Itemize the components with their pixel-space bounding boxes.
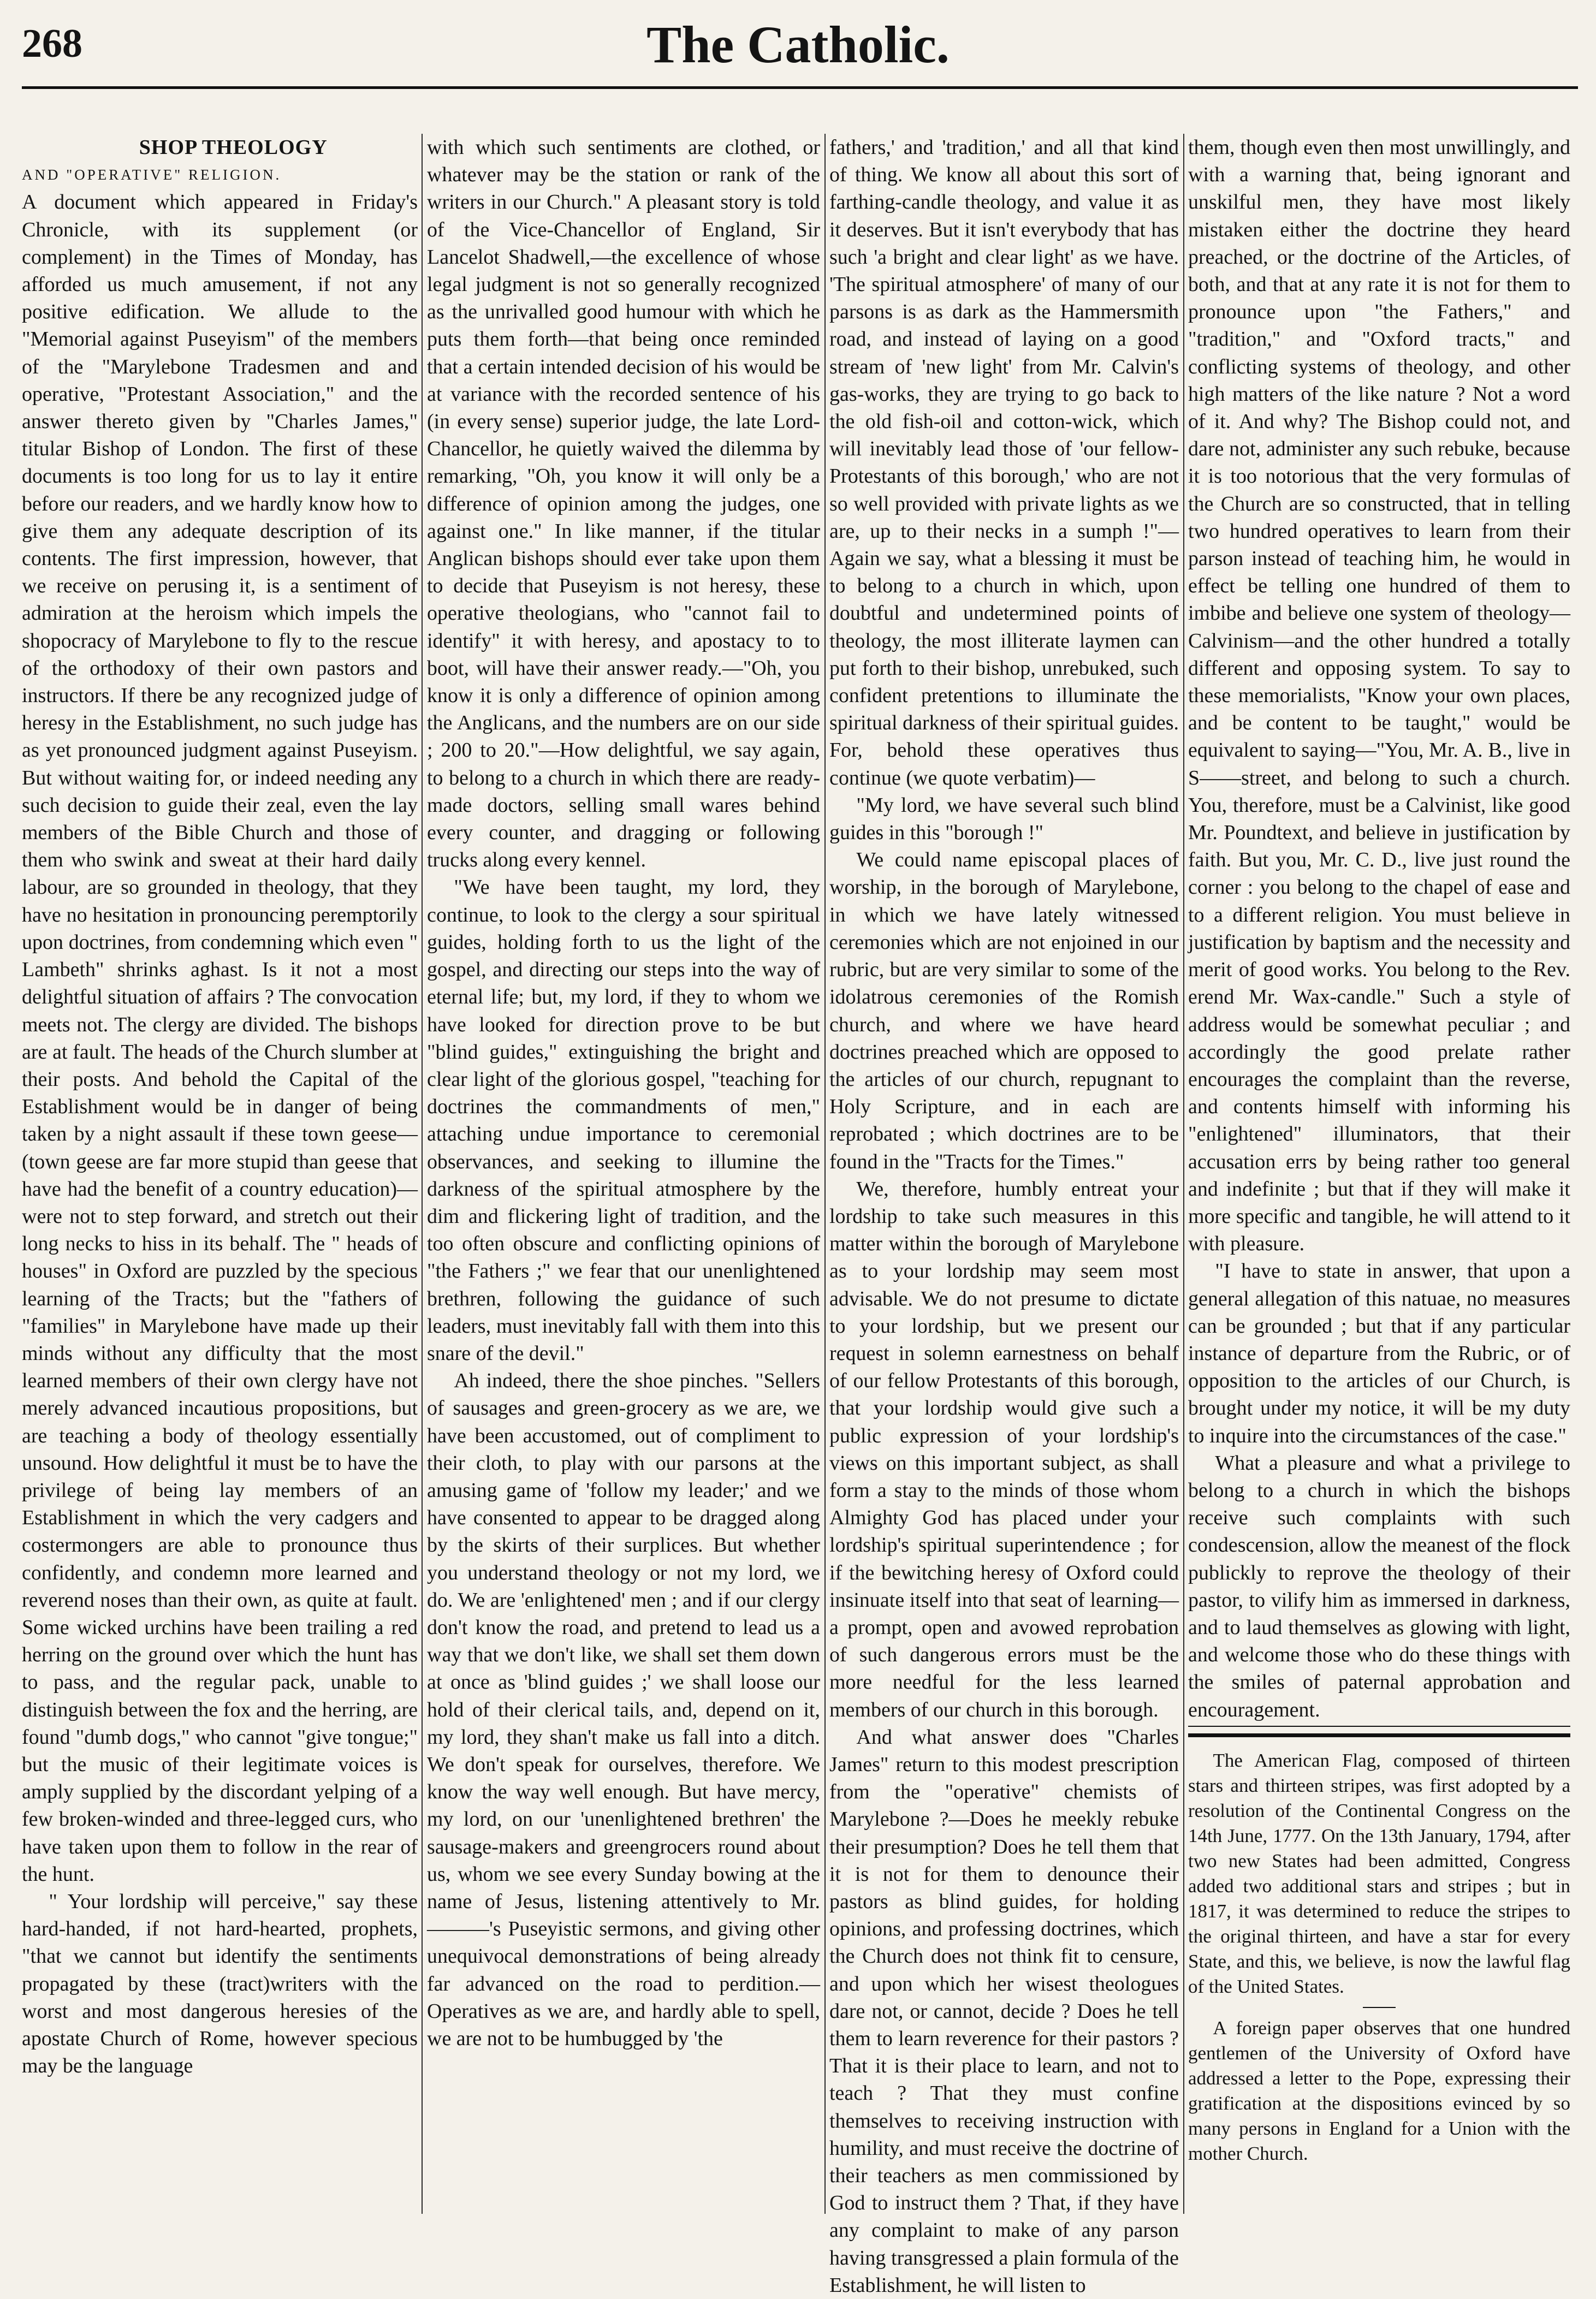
section-rule: [1188, 1726, 1570, 1727]
paragraph: with which such sentiments are clothed, or whatever may be the station or rank of the writers in our Church." A pleasant story is told of the Vice-Chancellor of England, Sir Lancelot Shadwell,—the excellence of whose legal judgment is not so generally recognized as the unrivalled good humour with which he puts them forth—that being once reminded that a certain intended decision of his would be at variance with the recorded sentence of his (in every sense) superior judge, the late Lord-Chancellor, he quietly waived the dilemma by remarking, "Oh, you know it will only be a difference of opinion among the judges, one against one." In like manner, if the titular Anglican bishops should ever take upon them to decide that Puseyism is not heresy, these operative theologians, who "cannot fail to identify" it with heresy, and apostacy to to boot, will have their answer ready.—"Oh, you know it is only a difference of opinion among the Anglicans, and the numbers are on our side ; 200 to 20."—How delightful, we say again, to belong to a church in which there are ready-made doctors, selling small wares behind every counter, and dragging or following trucks along every kennel.: [427, 136, 820, 872]
paragraph: "I have to state in answer, that upon a general allegation of this natuae, no measures can be grounded ; but that if any particular instance of departure from the Rubric, or of opposition to the articles of our Church, is brought under my notice, it will be my duty to inquire into the circumstances of the case.": [1188, 1260, 1570, 1447]
paragraph: We could name episcopal places of worship, in the borough of Marylebone, in which we have lately witnessed ceremonies which are not enjoined in our rubric, but are very similar to some of the idolatrous ceremonies of the Romish church, and where we have heard doctrines preached which are opposed to the articles of our church, repugnant to Holy Scripture, and in each are reprobated ; which doctrines are to be found in the "Tracts for the Times.": [829, 848, 1179, 1173]
column-3: [829, 134, 1179, 2297]
column-divider: [824, 134, 826, 2214]
paragraph: "We have been taught, my lord, they continue, to look to the clergy a sour spiritual guides, holding forth to us the light of the gospel, and directing our steps into the way of eternal life; but, my lord, if they to whom we have looked for direction prove to be but "blind guides," extinguishing the bright and clear light of the glorious gospel, "teaching for doctrines the commandments of men," attaching undue importance to ceremonial observances, and seeking to illumine the darkness of the spiritual atmosphere by the dim and flickering light of tradition, and the too often obscure and conflicting opinions of "the Fathers ;" we fear that our unenlightened brethren, following the guidance of such leaders, must inevitably fall with them into this snare of the devil.": [427, 876, 820, 1365]
column-2: [427, 134, 820, 2214]
header-rule: [22, 86, 1578, 89]
note-paragraph: The American Flag, composed of thirteen stars and thirteen stripes, was first adopted by a resolution of the Continental Congress on the 14th June, 1777. On the 13th January, 1794, after two new States had been admitted, Congress added two additional stars and stripes ; but in 1817, it was determined to reduce the stripes to the original thirteen, and have a star for every State, and this, we believe, is now the lawful flag of the United States.: [1188, 1749, 1570, 1997]
paragraph: What a pleasure and what a privilege to belong to a church in which the bishops receive such complaints with such condescension, allow the meanest of the flock publickly to reprove the theology of their pastor, to vilify him as immersed in darkness, and to laud themselves as glowing with light, and welcome those who do these things with the smiles of paternal approbation and encouragement.: [1188, 1451, 1570, 1721]
masthead-title: The Catholic.: [646, 15, 950, 74]
article-subheading: AND "OPERATIVE" RELIGION.: [22, 167, 282, 183]
section-rule: [1188, 1733, 1570, 1737]
paragraph: We, therefore, humbly entreat your lordship to take such measures in this matter within the borough of Marylebone as to your lordship may seem most advisable. We do not presume to dictate to your lordship, but we present our request in solemn earnestness on behalf of our fellow Protestants of this borough, that your lordship would give such a public expression of your lordship's views on this important subject, as shall form a stay to the minds of those whom Almighty God has placed under your lordship's spiritual superintendence ; for if the bewitching heresy of Oxford could insinuate itself into that seat of learning—a prompt, open and avowed reprobation of such dangerous errors must be the more needful for the less learned members of our church in this borough.: [829, 1177, 1179, 1721]
article-heading: SHOP THEOLOGY: [139, 136, 328, 159]
column-divider: [422, 134, 423, 2214]
column-4: [1188, 134, 1570, 2214]
paragraph: And what answer does "Charles James" return to this modest prescription from the "operative" chemists of Marylebone ?—Does he meekly rebuke their presumption? Does he tell them that it is not for them to denounce their pastors as blind guides, for holding opinions, and professing doctrines, which the Church does not think fit to censure, and upon which her wisest theologues dare not, or cannot, decide ? Does he tell them to learn reverence for their pastors ? That it is their place to learn, and not to teach ? That they must confine themselves to receiving instruction with humility, and must receive the doctrine of their teachers as men commissioned by God to instruct them ? That, if they have any complaint to make of any parson having transgressed a plain formula of the Establishment, he will listen to: [829, 1725, 1179, 2297]
paragraph: fathers,' and 'tradition,' and all that kind of thing. We know all about this sort of farthing-candle theology, and value it as it deserves. But it isn't everybody that has such 'a bright and clear light' as we have. 'The spiritual atmosphere' of many of our parsons is as dark as the Hammersmith road, and instead of laying on a good stream of 'new light' from Mr. Calvin's gas-works, they are trying to go back to the old fish-oil and cotton-wick, which will inevitably lead those of 'our fellow-Protestants of this borough,' who are not so well provided with private lights as we are, up to their necks in a sumph !"— Again we say, what a blessing it must be to belong to a church in which, upon doubtful and undetermined points of theology, the most illiterate laymen can put forth to their bishop, unrebuked, such confident pretentions to illuminate the spiritual darkness of their spiritual guides. For, behold these operatives thus continue (we quote verbatim)—: [829, 136, 1179, 789]
paragraph: Ah indeed, there the shoe pinches. "Sellers of sausages and green-grocery as we are, we have been accustomed, out of compliment to their cloth, to play with our parsons at the amusing game of 'follow my leader;' and we have consented to appear to be dragged along by the skirts of their surplices. But whether you understand theology or not my lord, we do. We are 'enlightened' men ; and if our clergy don't know the road, and pretend to lead us a way that we don't like, we shall set them down at once as 'blind guides ;' we shall loose our hold of their clerical tails, and, depend on it, my lord, they shan't make us fall into a ditch. We don't speak for ourselves, therefore. We know the way well enough. But have mercy, my lord, on our 'unenlightened brethren' the sausage-makers and greengrocers round about us, whom we see every Sunday bowing at the name of Jesus, listening attentively to Mr.———'s Puseyistic sermons, and giving other unequivocal demonstrations of being already far advanced on the road to perdition.—Operatives as we are, and hardly able to spell, we are not to be humbugged by 'the: [427, 1369, 820, 2051]
paragraph: them, though even then most unwillingly, and with a warning that, being ignorant and unskilful men, they have most likely mistaken either the doctrine they heard preached, or the doctrine of the Articles, of both, and that at any rate it is not for them to pronounce upon "the Fathers," and "tradition," and "Oxford tracts," and conflicting systems of theology, and other high matters of the like nature ? Not a word of it. And why? The Bishop could not, and dare not, administer any such rebuke, because it is too notorious that the very formulas of the Church are so constructed, that in telling two hundred operatives to learn from their parson instead of teaching him, he would in effect be telling one hundred of them to imbibe and believe one system of theology—Calvinism—and the other hundred a totally different and opposing system. To say to these memorialists, "Know your own places, and be content to be taught," would be equivalent to saying—"You, Mr. A. B., live in S——street, and belong to such a church. You, therefore, must be a Calvinist, like good Mr. Poundtext, and believe in justification by faith. But you, Mr. C. D., live just round the corner : you belong to the chapel of ease and to a different religion. You must believe in justification by baptism and the necessity and merit of good works. You belong to the Rev. erend Mr. Wax-candle." Such a style of address would be somewhat peculiar ; and accordingly the good prelate rather encourages the complaint than the reverse, and contents himself with informing his "enlightened" illuminators, that their accusation errs by being rather too general and indefinite ; but that if they will make it more specific and tangible, he will attend to it with pleasure.: [1188, 136, 1570, 1256]
column-1: [22, 134, 418, 2214]
note-divider: [1363, 2007, 1396, 2008]
column-divider: [1183, 134, 1184, 2214]
paragraph: "My lord, we have several such blind guides in this "borough !": [829, 793, 1179, 845]
paragraph: A document which appeared in Friday's Chronicle, with its supplement (or complement) in the Times of Monday, has afforded us much amusement, if not any positive edification. We allude to the "Memorial against Puseyism" of the members of the "Marylebone Tradesmen and and operative, "Protestant Association," and the answer thereto given by "Charles James," titular Bishop of London. The first of these documents is too long for us to lay it entire before our readers, and we hardly know how to give them any adequate description of its contents. The first impression, however, that we receive on perusing it, is a sentiment of admiration at the heroism which impels the shopocracy of Marylebone to fly to the rescue of the orthodoxy of their own pastors and instructors. If there be any recognized judge of heresy in the Establishment, no such judge has as yet pronounced judgment against Puseyism. But without waiting for, or indeed needing any such decision to guide their zeal, even the lay members of the Bible Church and those of them who swink and sweat at their hard daily labour, are so grounded in theology, that they have no hesitation in pronouncing peremptorily upon doctrines, from condemning which even " Lambeth" shrinks aghast. Is it not a most delightful situation of affairs ? The convocation meets not. The clergy are divided. The bishops are at fault. The heads of the Church slumber at their posts. And behold the Capital of the Establishment would be in danger of being taken by a night assault if these town geese—(town geese are far more stupid than geese that have had the benefit of a country education)—were not to step forward, and stretch out their long necks to hiss in its behalf. The " heads of houses" in Oxford are puzzled by the specious learning of the Tracts; but the "fathers of "families" in Marylebone have made up their minds without any difficulty that the most learned members of their own clergy have not merely advanced incautious propositions, but are teaching a body of theology essentially unsound. How delightful it must be to have the privilege of being lay members of an Establishment in which the very cadgers and costermongers are able to pronounce thus confidently, and condemn more learned and reverend noses than their own, as quite at fault. Some wicked urchins have been trailing a red herring on the ground over which the hunt has to pass, and the regular pack, unable to distinguish between the fox and the herring, are found "dumb dogs," who cannot "give tongue;" but the music of their legitimate voices is amply supplied by the discordant yelping of a few broken-winded and three-legged curs, who have taken upon them to follow in the rear of the hunt.: [22, 191, 418, 1886]
paragraph: " Your lordship will perceive," say these hard-handed, if not hard-hearted, prophets, "that we cannot but identify the sentiments propagated by these (tract)writers with the worst and most dangerous heresies of the apostate Church of Rome, however specious may be the language: [22, 1890, 418, 2078]
page-number: 268: [22, 21, 82, 66]
note-paragraph: A foreign paper observes that one hundred gentlemen of the University of Oxford have addressed a letter to the Pope, expressing their gratification at the dispositions evinced by so many persons in England for a Union with the mother Church.: [1188, 2017, 1570, 2164]
